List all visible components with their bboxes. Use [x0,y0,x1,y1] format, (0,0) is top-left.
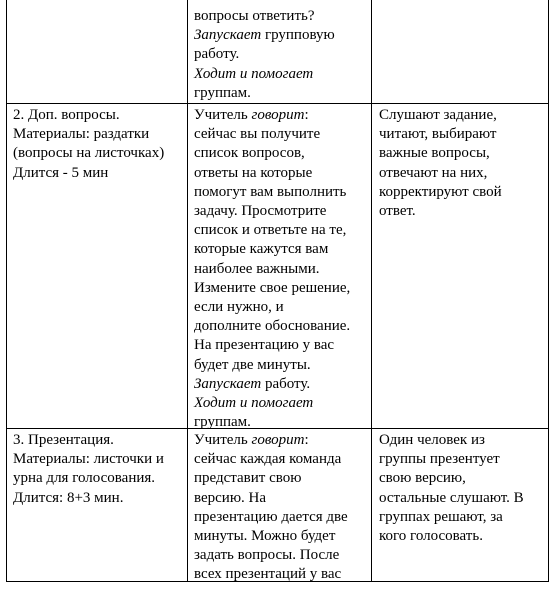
cell-text-line [194,221,369,240]
cell-text-line [194,450,369,469]
text-run: будет две минуты. [194,356,311,373]
cell-text-line [379,202,547,221]
cell-text-line [194,317,369,336]
cell-text-line [194,489,369,508]
cell-text-line [194,106,369,125]
text-run: Материалы: листочки и [13,451,164,468]
cell-text-line [194,125,369,144]
text-run: На презентацию у вас [194,337,335,354]
text-run: Слушают задание, [379,107,497,123]
cell-text-line [379,508,547,527]
text-run: 2. Доп. вопросы. [13,107,120,123]
table-cell [194,106,369,432]
text-run: Измените свое решение, [194,279,351,296]
table-row-divider [6,103,549,104]
text-run: ответ. [379,203,416,220]
cell-text-line [194,279,369,298]
cell-text-line [194,431,369,450]
text-run: важные вопросы, [379,145,490,162]
text-run: (вопросы на листочках) [13,145,165,162]
cell-text-line [379,450,547,469]
table-cell [379,106,547,221]
cell-text-line [379,144,547,163]
text-run: список и ответьте на те, [194,222,347,239]
cell-text-line [13,489,185,508]
text-run: Учитель [194,432,252,448]
text-run: 3. Презентация. [13,432,114,448]
cell-text-line [379,527,547,546]
text-run: Учитель [194,107,252,123]
table-column-divider [187,0,188,582]
cell-text-line [194,65,369,84]
cell-text-line [194,45,369,64]
cell-text-line [194,546,369,565]
cell-text-line [194,164,369,183]
text-run: всех презентаций у вас [194,566,342,583]
text-run: сейчас вы получите [194,126,321,143]
text-run: группах решают, за [379,508,503,525]
text-run: помогут вам выполнить [194,183,347,200]
table-cell [13,106,185,183]
cell-text-line [13,125,185,144]
text-run: Длится: 8+3 мин. [13,489,124,506]
text-run: группам. [194,414,251,431]
cell-text-line [13,164,185,183]
text-run: которые кажутся вам [194,241,329,258]
text-run: : [304,107,309,123]
text-run: остальные слушают. В [379,489,524,506]
text-run: Длится - 5 мин [13,164,109,181]
cell-text-line [13,144,185,163]
cell-text-line [194,7,369,26]
text-run: группам. [194,84,251,101]
text-run: работу. [261,375,311,392]
text-run: вопросы ответить? [194,8,315,24]
text-run: наиболее важными. [194,260,320,277]
text-run: презентацию дается две [194,508,348,525]
text-run: Один человек из [379,432,485,448]
italic-text-run: Ходит и помогает [194,65,314,82]
text-run: представит свою [194,470,302,487]
text-run: : [304,432,309,448]
cell-text-line [13,469,185,488]
text-run: кого голосовать. [379,528,483,545]
cell-text-line [194,183,369,202]
cell-text-line [194,565,369,584]
table-border-right [548,0,549,582]
table-border-left [6,0,7,582]
cell-text-line [194,298,369,317]
text-run: задачу. Просмотрите [194,203,327,220]
text-run: работу. [194,46,240,63]
text-run: список вопросов, [194,145,305,162]
cell-text-line [194,84,369,103]
cell-text-line [194,469,369,488]
cell-text-line [194,356,369,375]
text-run: свою версию, [379,470,466,487]
italic-text-run: говорит [251,432,305,448]
cell-text-line [13,106,185,125]
cell-text-line [379,125,547,144]
text-run: групповую [261,27,335,44]
cell-text-line [194,240,369,259]
text-run: группы презентует [379,451,500,468]
table-cell [379,431,547,546]
table-cell [194,7,369,103]
cell-text-line [13,450,185,469]
cell-text-line [379,489,547,508]
cell-text-line [379,164,547,183]
cell-text-line [379,106,547,125]
text-run: Материалы: раздатки [13,126,150,143]
cell-text-line [194,336,369,355]
italic-text-run: говорит [251,107,305,123]
cell-text-line [194,508,369,527]
cell-text-line [379,183,547,202]
table-cell [194,431,369,585]
cell-text-line [194,202,369,221]
table-cell [13,431,185,508]
text-run: урна для голосования. [13,470,156,487]
cell-text-line [194,260,369,279]
text-run: минуты. Можно будет [194,528,336,545]
text-run: задать вопросы. После [194,547,340,564]
text-run: читают, выбирают [379,126,497,143]
cell-text-line [379,431,547,450]
text-run: ответы на которые [194,164,313,181]
italic-text-run: Запускает [194,27,262,44]
cell-text-line [194,527,369,546]
italic-text-run: Запускает [194,375,262,392]
text-run: если нужно, и [194,299,284,316]
cell-text-line [13,431,185,450]
text-run: дополните обоснование. [194,318,351,335]
text-run: отвечают на них, [379,164,488,181]
text-run: корректируют свой [379,183,502,200]
italic-text-run: Ходит и помогает [194,395,314,412]
cell-text-line [194,413,369,432]
table-column-divider [371,0,372,582]
cell-text-line [379,469,547,488]
cell-text-line [194,375,369,394]
cell-text-line [194,394,369,413]
text-run: сейчас каждая команда [194,451,342,468]
cell-text-line [194,144,369,163]
text-run: версию. На [194,489,267,506]
cell-text-line [194,26,369,45]
